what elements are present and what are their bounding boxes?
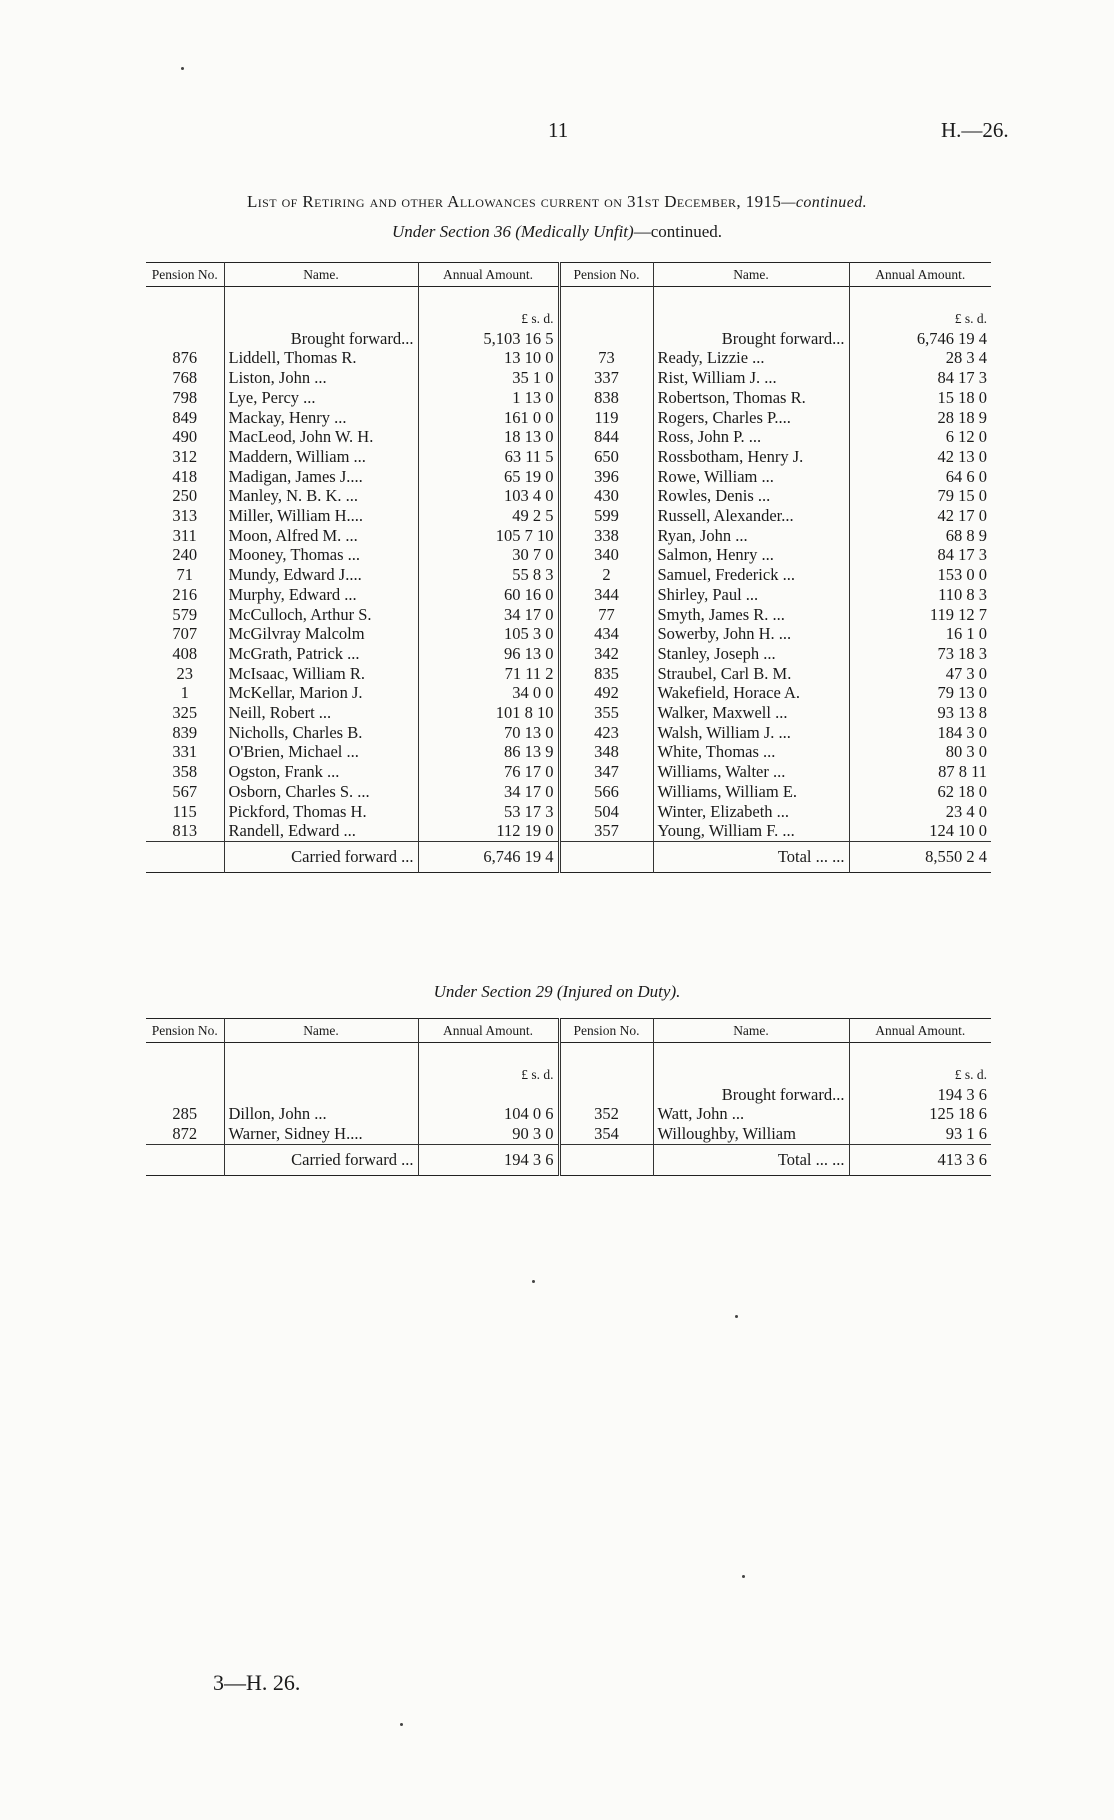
pensioner-name: Robertson, Thomas R. bbox=[653, 388, 849, 408]
pension-number: 492 bbox=[559, 683, 653, 703]
pension-number: 872 bbox=[172, 1124, 198, 1144]
section-36-heading bbox=[0, 222, 1114, 242]
brought-forward-label: Brought forward... bbox=[653, 1085, 849, 1105]
pensioner-name: McCulloch, Arthur S. bbox=[224, 605, 418, 625]
annual-amount: 23 4 0 bbox=[849, 802, 991, 822]
pensioner-name: Shirley, Paul ... bbox=[653, 585, 849, 605]
pension-number: 216 bbox=[172, 584, 198, 604]
pension-number: 338 bbox=[559, 526, 653, 546]
pensioner-name: Ryan, John ... bbox=[653, 526, 849, 546]
pensioner-name: Rossbotham, Henry J. bbox=[653, 447, 849, 467]
annual-amount: 28 3 4 bbox=[849, 348, 991, 368]
currency-units-row bbox=[146, 1065, 991, 1085]
pension-number: 707 bbox=[172, 624, 198, 644]
currency-units: £ s. d. bbox=[418, 309, 559, 329]
annual-amount: 62 18 0 bbox=[849, 782, 991, 802]
col-header-annual-amount: Annual Amount. bbox=[849, 1019, 991, 1043]
empty-cell bbox=[559, 1043, 653, 1066]
col-header-annual-amount: Annual Amount. bbox=[849, 263, 991, 287]
table-row bbox=[146, 526, 991, 546]
brought-forward-label: Brought forward... bbox=[653, 329, 849, 349]
pensioner-name: O'Brien, Michael ... bbox=[224, 742, 418, 762]
empty-cell bbox=[146, 287, 224, 310]
annual-amount: 125 18 6 bbox=[849, 1104, 991, 1124]
carried-forward-total-row bbox=[146, 1144, 991, 1175]
pension-number: 430 bbox=[559, 486, 653, 506]
table-row bbox=[146, 742, 991, 762]
annual-amount: 47 3 0 bbox=[849, 664, 991, 684]
total-amount: 8,550 2 4 bbox=[849, 841, 991, 872]
table-row bbox=[146, 1104, 991, 1124]
empty-cell bbox=[559, 1085, 653, 1105]
currency-units-row bbox=[146, 309, 991, 329]
empty-cell bbox=[653, 287, 849, 310]
pensioner-name: Rowe, William ... bbox=[653, 467, 849, 487]
table-row bbox=[146, 427, 991, 447]
currency-units: £ s. d. bbox=[849, 1065, 991, 1085]
annual-amount: 1 13 0 bbox=[418, 388, 559, 408]
annual-amount: 112 19 0 bbox=[418, 821, 559, 841]
pension-number: 119 bbox=[559, 408, 653, 428]
annual-amount: 16 1 0 bbox=[849, 624, 991, 644]
pension-number: 331 bbox=[172, 742, 198, 762]
pension-number: 77 bbox=[559, 605, 653, 625]
col-header-pension-no: Pension No. bbox=[151, 267, 218, 282]
empty-cell bbox=[653, 309, 849, 329]
title-main: List of Retiring and other Allowances current on 31st December, 1915 bbox=[246, 192, 782, 211]
col-header-annual-amount: Annual Amount. bbox=[418, 263, 559, 287]
pensioner-name: Walker, Maxwell ... bbox=[653, 703, 849, 723]
table-row bbox=[146, 585, 991, 605]
table-row bbox=[146, 565, 991, 585]
annual-amount: 90 3 0 bbox=[418, 1124, 559, 1144]
pensioner-name: Murphy, Edward ... bbox=[224, 585, 418, 605]
pension-number: 835 bbox=[559, 664, 653, 684]
annual-amount: 60 16 0 bbox=[418, 585, 559, 605]
print-speck bbox=[400, 1723, 403, 1726]
pension-number: 798 bbox=[172, 387, 198, 407]
pension-number: 344 bbox=[559, 585, 653, 605]
annual-amount: 65 19 0 bbox=[418, 467, 559, 487]
title-continued: —continued. bbox=[781, 194, 868, 211]
empty-cell bbox=[559, 841, 653, 872]
pensioner-name: White, Thomas ... bbox=[653, 742, 849, 762]
pension-number: 434 bbox=[559, 624, 653, 644]
pensioner-name: Mundy, Edward J.... bbox=[224, 565, 418, 585]
carried-forward-label: Carried forward ... bbox=[224, 1144, 418, 1175]
pensioner-name: Ross, John P. ... bbox=[653, 427, 849, 447]
pensioner-name: Randell, Edward ... bbox=[224, 821, 418, 841]
pensioner-name: Mackay, Henry ... bbox=[224, 408, 418, 428]
section-36-heading-italic: Under Section 36 (Medically Unfit) bbox=[391, 222, 634, 241]
annual-amount: 87 8 11 bbox=[849, 762, 991, 782]
annual-amount: 64 6 0 bbox=[849, 467, 991, 487]
annual-amount: 161 0 0 bbox=[418, 408, 559, 428]
pensioner-name: Mooney, Thomas ... bbox=[224, 545, 418, 565]
pensioner-name: McIsaac, William R. bbox=[224, 664, 418, 684]
section-29-heading: Under Section 29 (Injured on Duty). bbox=[433, 982, 681, 1001]
empty-cell bbox=[146, 1144, 224, 1175]
carried-forward-amount: 6,746 19 4 bbox=[418, 841, 559, 872]
section-36-table bbox=[146, 262, 991, 873]
annual-amount: 28 18 9 bbox=[849, 408, 991, 428]
empty-cell bbox=[146, 309, 224, 329]
empty-cell bbox=[146, 841, 224, 872]
empty-cell bbox=[849, 1043, 991, 1066]
pension-number: 355 bbox=[559, 703, 653, 723]
annual-amount: 15 18 0 bbox=[849, 388, 991, 408]
annual-amount: 93 13 8 bbox=[849, 703, 991, 723]
currency-units: £ s. d. bbox=[418, 1065, 559, 1085]
empty-cell bbox=[559, 309, 653, 329]
empty-cell bbox=[418, 1085, 559, 1105]
section-29-table bbox=[146, 1018, 991, 1176]
annual-amount: 105 7 10 bbox=[418, 526, 559, 546]
pension-number: 337 bbox=[559, 368, 653, 388]
print-speck bbox=[742, 1575, 745, 1578]
annual-amount: 124 10 0 bbox=[849, 821, 991, 841]
print-speck bbox=[735, 1315, 738, 1318]
section-36-heading-suffix: —continued. bbox=[633, 222, 722, 241]
table-row bbox=[146, 664, 991, 684]
table-row bbox=[146, 683, 991, 703]
col-header-name: Name. bbox=[224, 263, 418, 287]
annual-amount: 49 2 5 bbox=[418, 506, 559, 526]
pension-number: 340 bbox=[559, 545, 653, 565]
table-row bbox=[146, 408, 991, 428]
pensioner-name: Rist, William J. ... bbox=[653, 368, 849, 388]
col-header-name: Name. bbox=[224, 1019, 418, 1043]
currency-units: £ s. d. bbox=[849, 309, 991, 329]
empty-cell bbox=[849, 287, 991, 310]
pensioner-name: McGilvray Malcolm bbox=[224, 624, 418, 644]
pensioner-name: Dillon, John ... bbox=[224, 1104, 418, 1124]
pension-number: 71 bbox=[176, 565, 193, 585]
annual-amount: 101 8 10 bbox=[418, 703, 559, 723]
pensioner-name: McKellar, Marion J. bbox=[224, 683, 418, 703]
table-row bbox=[146, 447, 991, 467]
table-row bbox=[146, 644, 991, 664]
annual-amount: 18 13 0 bbox=[418, 427, 559, 447]
total-label: Total ... ... bbox=[653, 841, 849, 872]
pensioner-name: McGrath, Patrick ... bbox=[224, 644, 418, 664]
document-reference: H.—26. bbox=[941, 118, 1009, 142]
pensioner-name: Russell, Alexander... bbox=[653, 506, 849, 526]
annual-amount: 79 13 0 bbox=[849, 683, 991, 703]
pensioner-name: Wakefield, Horace A. bbox=[653, 683, 849, 703]
total-amount: 413 3 6 bbox=[849, 1144, 991, 1175]
pensioner-name: Straubel, Carl B. M. bbox=[653, 664, 849, 684]
annual-amount: 71 11 2 bbox=[418, 664, 559, 684]
col-header-pension-no: Pension No. bbox=[559, 263, 653, 287]
page-number: 11 bbox=[548, 118, 569, 142]
pension-number: 599 bbox=[559, 506, 653, 526]
annual-amount: 119 12 7 bbox=[849, 605, 991, 625]
table-row bbox=[146, 782, 991, 802]
brought-forward-row bbox=[146, 1085, 991, 1105]
carried-forward-total-row bbox=[146, 841, 991, 872]
page-title bbox=[0, 192, 1114, 212]
pension-number: 839 bbox=[172, 722, 198, 742]
annual-amount: 184 3 0 bbox=[849, 723, 991, 743]
pensioner-name: Winter, Elizabeth ... bbox=[653, 802, 849, 822]
pensioner-name: Maddern, William ... bbox=[224, 447, 418, 467]
annual-amount: 35 1 0 bbox=[418, 368, 559, 388]
annual-amount: 84 17 3 bbox=[849, 368, 991, 388]
pensioner-name: Liddell, Thomas R. bbox=[224, 348, 418, 368]
empty-cell bbox=[146, 1043, 224, 1066]
empty-cell bbox=[418, 1043, 559, 1066]
empty-cell bbox=[224, 1085, 418, 1105]
annual-amount: 42 17 0 bbox=[849, 506, 991, 526]
pension-number: 423 bbox=[559, 723, 653, 743]
table-row bbox=[146, 467, 991, 487]
pensioner-name: Ogston, Frank ... bbox=[224, 762, 418, 782]
pension-number: 285 bbox=[172, 1104, 198, 1124]
col-header-pension-no: Pension No. bbox=[151, 1023, 218, 1038]
empty-cell bbox=[653, 1043, 849, 1066]
pension-number: 838 bbox=[559, 388, 653, 408]
empty-cell bbox=[418, 287, 559, 310]
brought-forward-amount: 6,746 19 4 bbox=[849, 329, 991, 349]
table-row bbox=[146, 388, 991, 408]
pension-number: 396 bbox=[559, 467, 653, 487]
empty-cell bbox=[224, 287, 418, 310]
pension-number: 844 bbox=[559, 427, 653, 447]
pension-number: 250 bbox=[172, 486, 198, 506]
annual-amount: 73 18 3 bbox=[849, 644, 991, 664]
pensioner-name: Sowerby, John H. ... bbox=[653, 624, 849, 644]
pension-number: 313 bbox=[172, 506, 198, 526]
pension-number: 567 bbox=[172, 781, 198, 801]
pension-number: 849 bbox=[172, 407, 198, 427]
pension-number: 73 bbox=[559, 348, 653, 368]
pensioner-name: Madigan, James J.... bbox=[224, 467, 418, 487]
col-header-name: Name. bbox=[653, 1019, 849, 1043]
annual-amount: 84 17 3 bbox=[849, 545, 991, 565]
table-header-row bbox=[146, 263, 991, 287]
pensioner-name: Pickford, Thomas H. bbox=[224, 802, 418, 822]
pension-number: 490 bbox=[172, 427, 198, 447]
pension-number: 348 bbox=[559, 742, 653, 762]
annual-amount: 34 0 0 bbox=[418, 683, 559, 703]
col-header-annual-amount: Annual Amount. bbox=[418, 1019, 559, 1043]
annual-amount: 103 4 0 bbox=[418, 486, 559, 506]
pension-number: 115 bbox=[172, 801, 197, 821]
pension-number: 311 bbox=[172, 525, 197, 545]
pensioner-name: Moon, Alfred M. ... bbox=[224, 526, 418, 546]
brought-forward-row bbox=[146, 329, 991, 349]
annual-amount: 68 8 9 bbox=[849, 526, 991, 546]
annual-amount: 34 17 0 bbox=[418, 605, 559, 625]
pension-number: 504 bbox=[559, 802, 653, 822]
spacer-row bbox=[146, 287, 991, 310]
annual-amount: 104 0 6 bbox=[418, 1104, 559, 1124]
annual-amount: 153 0 0 bbox=[849, 565, 991, 585]
pensioner-name: Miller, William H.... bbox=[224, 506, 418, 526]
pensioner-name: Stanley, Joseph ... bbox=[653, 644, 849, 664]
annual-amount: 55 8 3 bbox=[418, 565, 559, 585]
pension-number: 579 bbox=[172, 604, 198, 624]
pensioner-name: Manley, N. B. K. ... bbox=[224, 486, 418, 506]
col-header-name: Name. bbox=[653, 263, 849, 287]
annual-amount: 70 13 0 bbox=[418, 723, 559, 743]
pensioner-name: Salmon, Henry ... bbox=[653, 545, 849, 565]
pension-number: 352 bbox=[559, 1104, 653, 1124]
annual-amount: 110 8 3 bbox=[849, 585, 991, 605]
empty-cell bbox=[146, 329, 224, 349]
print-speck bbox=[532, 1280, 535, 1283]
pension-number: 418 bbox=[172, 466, 198, 486]
pension-number: 358 bbox=[172, 762, 198, 782]
table-row bbox=[146, 762, 991, 782]
annual-amount: 93 1 6 bbox=[849, 1124, 991, 1144]
pensioner-name: Neill, Robert ... bbox=[224, 703, 418, 723]
pensioner-name: Samuel, Frederick ... bbox=[653, 565, 849, 585]
pensioner-name: Osborn, Charles S. ... bbox=[224, 782, 418, 802]
pensioner-name: Watt, John ... bbox=[653, 1104, 849, 1124]
annual-amount: 30 7 0 bbox=[418, 545, 559, 565]
pensioner-name: Rowles, Denis ... bbox=[653, 486, 849, 506]
annual-amount: 105 3 0 bbox=[418, 624, 559, 644]
annual-amount: 80 3 0 bbox=[849, 742, 991, 762]
pension-number: 566 bbox=[559, 782, 653, 802]
pensioner-name: Lye, Percy ... bbox=[224, 388, 418, 408]
table-header-row bbox=[146, 1019, 991, 1043]
annual-amount: 34 17 0 bbox=[418, 782, 559, 802]
pensioner-name: Smyth, James R. ... bbox=[653, 605, 849, 625]
table-row bbox=[146, 348, 991, 368]
pensioner-name: Nicholls, Charles B. bbox=[224, 723, 418, 743]
table-row bbox=[146, 486, 991, 506]
pensioner-name: Williams, Walter ... bbox=[653, 762, 849, 782]
pension-number: 876 bbox=[172, 348, 198, 368]
brought-forward-amount: 194 3 6 bbox=[849, 1085, 991, 1105]
table-row bbox=[146, 802, 991, 822]
table-row bbox=[146, 821, 991, 841]
empty-cell bbox=[146, 1085, 224, 1105]
pension-number: 1 bbox=[180, 683, 189, 703]
annual-amount: 6 12 0 bbox=[849, 427, 991, 447]
table-row bbox=[146, 1124, 991, 1144]
col-header-pension-no: Pension No. bbox=[559, 1019, 653, 1043]
brought-forward-label: Brought forward... bbox=[224, 329, 418, 349]
pension-number: 240 bbox=[172, 545, 198, 565]
empty-cell bbox=[559, 287, 653, 310]
carried-forward-amount: 194 3 6 bbox=[418, 1144, 559, 1175]
pensioner-name: Liston, John ... bbox=[224, 368, 418, 388]
page-footer-reference: 3—H. 26. bbox=[213, 1670, 301, 1695]
annual-amount: 13 10 0 bbox=[418, 348, 559, 368]
pensioner-name: Ready, Lizzie ... bbox=[653, 348, 849, 368]
pensioner-name: Warner, Sidney H.... bbox=[224, 1124, 418, 1144]
brought-forward-amount: 5,103 16 5 bbox=[418, 329, 559, 349]
empty-cell bbox=[559, 1065, 653, 1085]
pension-number: 312 bbox=[172, 446, 198, 466]
pension-number: 813 bbox=[172, 821, 198, 841]
annual-amount: 63 11 5 bbox=[418, 447, 559, 467]
pension-number: 2 bbox=[559, 565, 653, 585]
empty-cell bbox=[224, 1065, 418, 1085]
table-row bbox=[146, 723, 991, 743]
pensioner-name: MacLeod, John W. H. bbox=[224, 427, 418, 447]
table-row bbox=[146, 624, 991, 644]
pension-number: 342 bbox=[559, 644, 653, 664]
pension-number: 768 bbox=[172, 368, 198, 388]
pension-number: 347 bbox=[559, 762, 653, 782]
pensioner-name: Williams, William E. bbox=[653, 782, 849, 802]
carried-forward-label: Carried forward ... bbox=[224, 841, 418, 872]
table-row bbox=[146, 605, 991, 625]
pension-number: 325 bbox=[172, 703, 198, 723]
annual-amount: 76 17 0 bbox=[418, 762, 559, 782]
spacer-row bbox=[146, 1043, 991, 1066]
annual-amount: 79 15 0 bbox=[849, 486, 991, 506]
pension-number: 408 bbox=[172, 643, 198, 663]
empty-cell bbox=[146, 1065, 224, 1085]
pension-number: 23 bbox=[176, 663, 193, 683]
table-row bbox=[146, 703, 991, 723]
empty-cell bbox=[224, 1043, 418, 1066]
print-speck bbox=[181, 67, 184, 70]
pension-number: 357 bbox=[559, 821, 653, 841]
pension-number: 354 bbox=[559, 1124, 653, 1144]
table-row bbox=[146, 368, 991, 388]
pension-number: 650 bbox=[559, 447, 653, 467]
pensioner-name: Young, William F. ... bbox=[653, 821, 849, 841]
empty-cell bbox=[653, 1065, 849, 1085]
empty-cell bbox=[224, 309, 418, 329]
annual-amount: 96 13 0 bbox=[418, 644, 559, 664]
annual-amount: 53 17 3 bbox=[418, 802, 559, 822]
annual-amount: 86 13 9 bbox=[418, 742, 559, 762]
table-row bbox=[146, 545, 991, 565]
annual-amount: 42 13 0 bbox=[849, 447, 991, 467]
pensioner-name: Walsh, William J. ... bbox=[653, 723, 849, 743]
empty-cell bbox=[559, 1144, 653, 1175]
pensioner-name: Willoughby, William bbox=[653, 1124, 849, 1144]
table-row bbox=[146, 506, 991, 526]
total-label: Total ... ... bbox=[653, 1144, 849, 1175]
pensioner-name: Rogers, Charles P.... bbox=[653, 408, 849, 428]
empty-cell bbox=[559, 329, 653, 349]
